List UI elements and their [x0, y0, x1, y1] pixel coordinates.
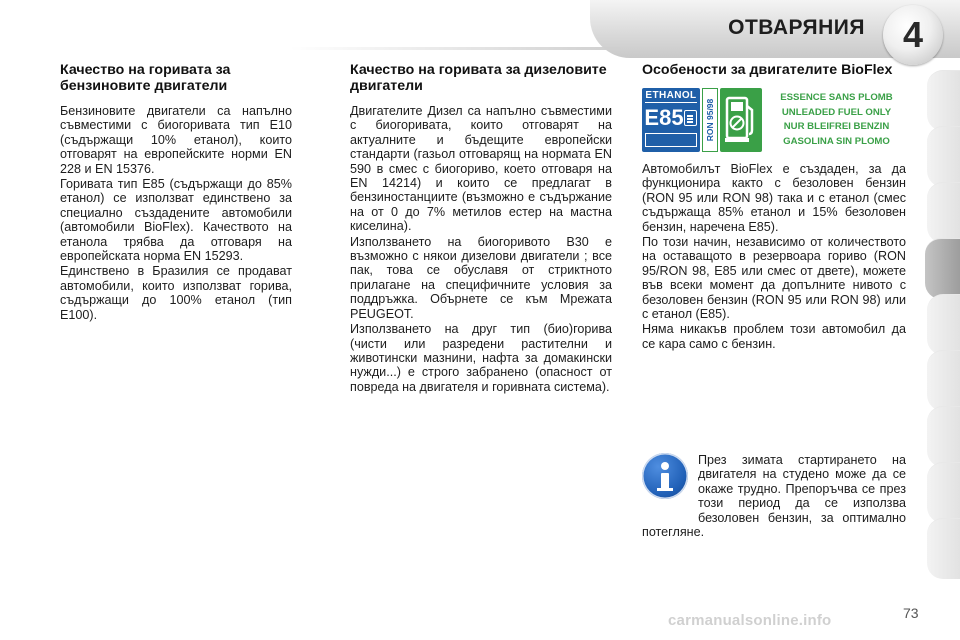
paragraph: По този начин, независимо от количеството на оставащото в резервоара гориво (RON 95/RON 98, E85 или смес от двете), можете във всеки момент да допълните нивото с безоловен бензин (RON 95 или RON 98) или с етанол (Е85). [642, 235, 906, 322]
e85-grade: E85 [644, 105, 684, 130]
chapter-tab-6[interactable] [927, 350, 960, 411]
page-number: 73 [903, 605, 919, 621]
bioflex-fuel-label [642, 88, 907, 152]
ethanol-word: ETHANOL [645, 90, 697, 101]
fuel-line: GASOLINA SIN PLOMO [783, 135, 890, 147]
paragraph: Горивата тип Е85 (съдържащи до 85% етанол) се използват единствено за специално създадените автомобили (автомобили BioFlex). Качеството на етанола трябва да отговаря на европейската норма EN 15293. [60, 177, 292, 264]
ron-strip [702, 88, 718, 152]
info-note [642, 453, 906, 539]
fuel-pump-icon [725, 96, 757, 144]
paragraph: Използването на биогоривото B30 е възможно с някои дизелови двигатели ; все пак, това се обуславя от стриктното прилагане на специфичните условия за поддръжка. Обърнете се към Мрежата PEUGEOT. [350, 234, 612, 321]
chapter-tabs [927, 70, 960, 570]
section-title-diesel: Качество на горивата за дизеловите двигатели [350, 62, 607, 94]
info-icon [642, 453, 688, 499]
fuel-line: ESSENCE SANS PLOMB [780, 92, 893, 103]
chapter-tab-1[interactable] [927, 70, 960, 131]
paragraph: Няма никакъв проблем този автомобил да се кара само с бензин. [642, 322, 906, 351]
chapter-tab-7[interactable] [927, 406, 960, 467]
chapter-tab-3[interactable] [927, 182, 960, 243]
badge-frame [645, 133, 697, 147]
column-diesel [350, 62, 612, 394]
paragraph: Единствено в Бразилия се продават автомобили, които използват горива, съдържащи до 100% етанол (тип Е100). [60, 264, 292, 322]
fuel-line: UNLEADED FUEL ONLY [781, 106, 892, 118]
column-petrol [60, 62, 292, 322]
paragraph: Използването на друг тип (био)горива (чисти или разредени растителни и животински мазнини, нафта за домакински нужди...) е строго забранено (опасност от повреда на двигателя и горивната система). [350, 322, 612, 394]
column-bioflex [642, 62, 906, 351]
fuel-line: NUR BLEIFREI BENZIN [783, 121, 890, 133]
document-icon [684, 110, 697, 126]
chapter-tab-4-active[interactable] [925, 238, 960, 299]
info-text: През зимата стартирането на двигателя на студено може да се окаже трудно. Препоръчва се през този период да се използва безоловен бензин, за оптимално потегляне. [642, 453, 906, 540]
info-icon-wrapper [642, 453, 698, 511]
chapter-tab-9[interactable] [927, 518, 960, 579]
chapter-tab-2[interactable] [927, 126, 960, 187]
chapter-tab-8[interactable] [927, 462, 960, 523]
paragraph: Двигателите Дизел са напълно съвместими с биогоривата, които отговарят на актуалните и бъдещите европейски стандарти (газьол отговарящ на нормата EN 590 в смес с биогориво, което отговаря на EN 14214) и които се предлагат в бензиностанциите (възможно е съдържание на от 0 до 7% метилов естер на мастна киселина). [350, 104, 612, 234]
chapter-title: ОТВАРЯНИЯ [728, 16, 865, 39]
chapter-number: 4 [902, 14, 924, 55]
watermark: carmanualsonline.info [668, 612, 832, 629]
section-title-petrol: Качество на горивата за бензиновите двигатели [60, 62, 231, 94]
chapter-tab-5[interactable] [927, 294, 960, 355]
fuel-pump-badge [720, 88, 762, 152]
divider [645, 102, 697, 103]
ron-label: RON 95/98 [705, 98, 715, 142]
paragraph: Бензиновите двигатели са напълно съвместими с биогоривата тип Е10 (съдържащи 10% етанол), които отговарят на европейските норми EN 228 и EN 15376. [60, 104, 292, 176]
paragraph: Автомобилът BioFlex е създаден, за да функционира както с безоловен бензин (RON 95 или RON 98) така и с етанол (смес съдържаща 85% етанол и 15% безоловен бензин, наречена Е85). [642, 162, 906, 234]
chapter-badge [883, 5, 943, 65]
fuel-text-lines [764, 91, 909, 149]
section-title-bioflex: Особености за двигателите BioFlex [642, 62, 893, 78]
ethanol-e85-badge [642, 88, 700, 152]
